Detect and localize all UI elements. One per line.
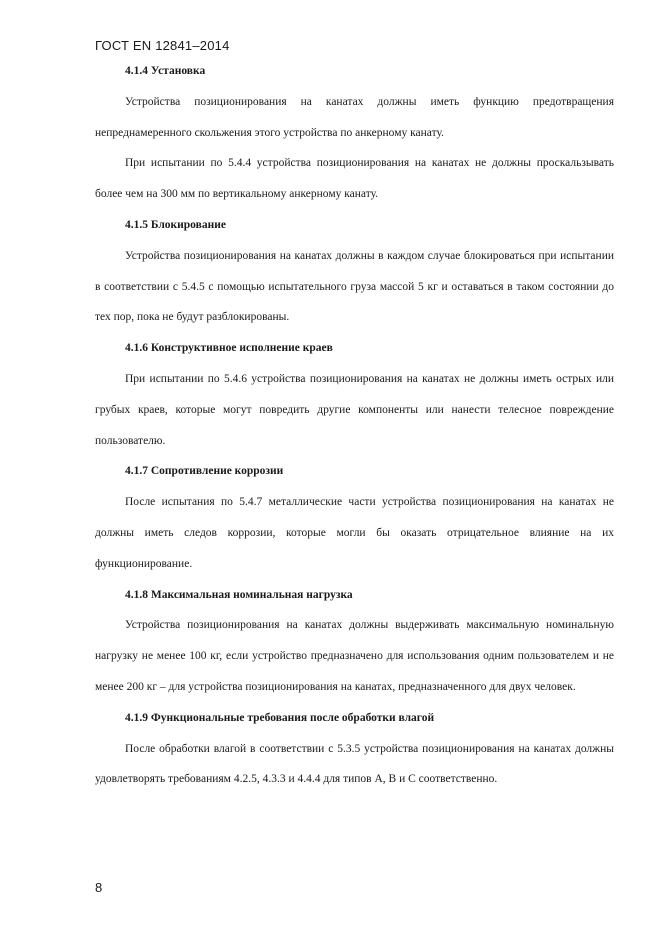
section-heading: 4.1.9 Функциональные требования после обработки влагой (125, 711, 435, 724)
paragraph: Устройства позиционирования на канатах должны выдерживать максимальную номинальную нагрузку не менее 100 кг, если устройство предназначено для использования одним пользователем и не менее 200 кг – для устройства позиционирования на канатах, предназначенного для двух человек. (95, 619, 614, 693)
section-heading: 4.1.5 Блокирование (125, 218, 226, 231)
section-4-1-9 (95, 703, 614, 795)
section-heading: 4.1.8 Максимальная номинальная нагрузка (125, 588, 353, 601)
paragraph: При испытании по 5.4.6 устройства позиционирования на канатах не должны иметь острых или грубых краев, которые могут повредить другие компоненты или нанести телесное повреждение пользователю. (95, 372, 614, 447)
section-4-1-4 (95, 56, 614, 210)
section-heading: 4.1.7 Сопротивление коррозии (125, 465, 284, 478)
paragraph: Устройства позиционирования на канатах должны в каждом случае блокироваться при испытании в соответствии с 5.4.5 с помощью испытательного груза массой 5 кг и оставаться в таком состоянии до тех пор, пока не будут разблокированы. (95, 249, 614, 324)
section-heading: 4.1.4 Установка (125, 65, 206, 77)
paragraph: Устройства позиционирования на канатах должны иметь функцию предотвращения непреднамеренного скольжения этого устройства по анкерному канату. (95, 95, 614, 139)
document-body (95, 56, 614, 795)
section-4-1-8 (95, 580, 614, 703)
section-4-1-6 (95, 333, 614, 456)
section-4-1-7 (95, 456, 614, 579)
section-4-1-5 (95, 210, 614, 333)
section-heading: 4.1.6 Конструктивное исполнение краев (125, 342, 333, 355)
document-header: ГОСТ EN 12841–2014 (95, 38, 230, 53)
page-number: 8 (95, 880, 103, 895)
paragraph: При испытании по 5.4.4 устройства позиционирования на канатах не должны проскальзывать более чем на 300 мм по вертикальному анкерному канату. (95, 157, 614, 201)
paragraph: После испытания по 5.4.7 металлические части устройства позиционирования на канатах не должны иметь следов коррозии, которые могли бы оказать отрицательное влияние на их функционирование. (95, 496, 614, 570)
paragraph: После обработки влагой в соответствии с 5.3.5 устройства позиционирования на канатах должны удовлетворять требованиям 4.2.5, 4.3.3 и 4.4.4 для типов А, В и С соответственно. (95, 742, 614, 786)
